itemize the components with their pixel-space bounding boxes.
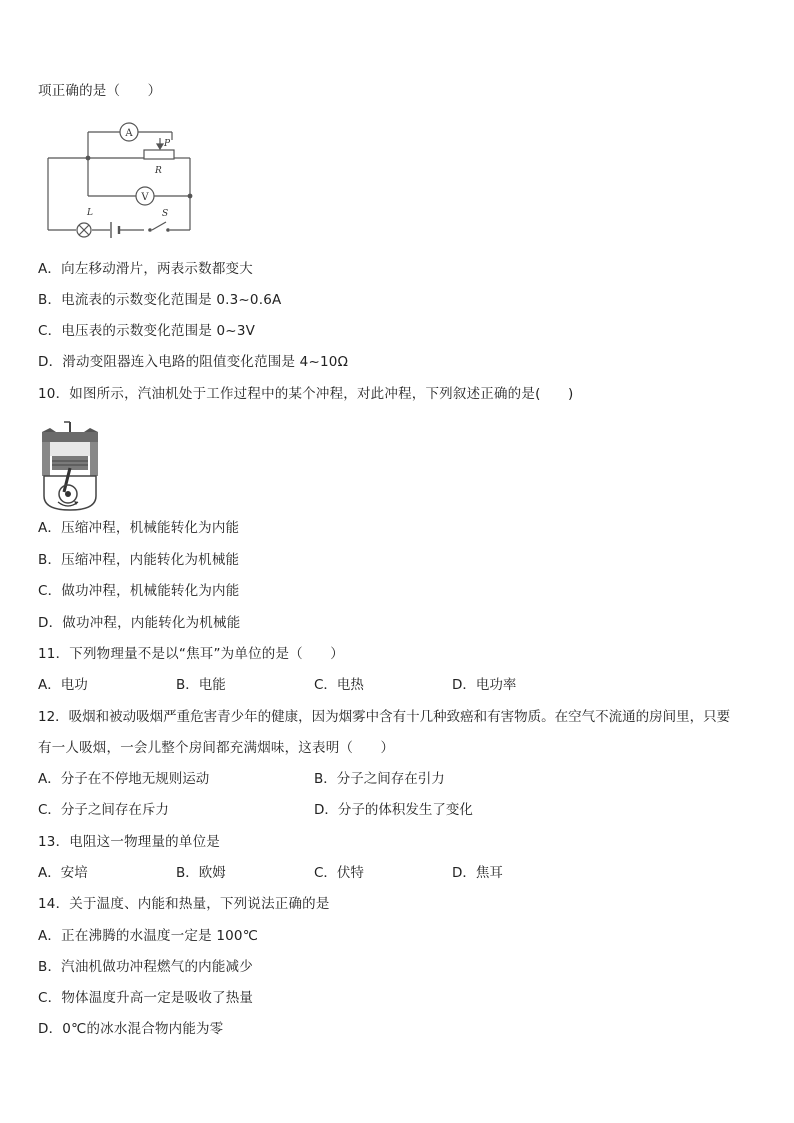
switch-label: S: [162, 209, 169, 219]
q9-option-b: B．电流表的示数变化范围是 0.3~0.6A: [38, 292, 282, 308]
q10-option-a: A．压缩冲程，机械能转化为内能: [38, 520, 240, 536]
q9-option-a: A．向左移动滑片，两表示数都变大: [38, 261, 253, 277]
slider-label: P: [164, 139, 171, 149]
q9-option-c: C．电压表的示数变化范围是 0~3V: [38, 323, 256, 339]
engine-diagram: [38, 420, 102, 512]
q12-option-b: B．分子之间存在引力: [314, 771, 445, 787]
q13-option-c: C．伏特: [314, 865, 364, 881]
q14-option-c: C．物体温度升高一定是吸收了热量: [38, 990, 254, 1006]
q12-stem-line1: 12．吸烟和被动吸烟严重危害青少年的健康，因为烟雾中含有十几种致癌和有害物质。在空气不流通的房间里，只要: [38, 709, 731, 725]
ammeter-label: A: [125, 128, 133, 139]
q11-option-b: B．电能: [176, 677, 226, 693]
q12-stem-line2: 有一人吸烟，一会儿整个房间都充满烟味，这表明（ ）: [38, 740, 395, 756]
q13-option-a: A．安培: [38, 865, 88, 881]
q12-option-c: C．分子之间存在斥力: [38, 802, 169, 818]
q14-option-a: A．正在沸腾的水温度一定是 100℃: [38, 928, 259, 944]
q10-option-b: B．压缩冲程，内能转化为机械能: [38, 552, 240, 568]
q12-option-d: D．分子的体积发生了变化: [314, 802, 473, 818]
rheostat-label: R: [155, 166, 162, 176]
q11-option-a: A．电功: [38, 677, 88, 693]
circuit-diagram: [40, 118, 200, 242]
q9-option-d: D．滑动变阻器连入电路的阻值变化范围是 4~10Ω: [38, 354, 349, 370]
q11-option-d: D．电功率: [452, 677, 517, 693]
q9-stem-tail: 项正确的是（ ）: [38, 83, 162, 99]
q12-option-a: A．分子在不停地无规则运动: [38, 771, 210, 787]
q14-option-b: B．汽油机做功冲程燃气的内能减少: [38, 959, 253, 975]
q11-stem: 11．下列物理量不是以“焦耳”为单位的是（ ）: [38, 646, 344, 662]
q13-option-d: D．焦耳: [452, 865, 503, 881]
q13-option-b: B．欧姆: [176, 865, 226, 881]
voltmeter-label: V: [141, 192, 149, 203]
q14-option-d: D．0℃的冰水混合物内能为零: [38, 1021, 224, 1037]
q10-stem: 10．如图所示，汽油机处于工作过程中的某个冲程，对此冲程，下列叙述正确的是( ): [38, 386, 574, 402]
q14-stem: 14．关于温度、内能和热量，下列说法正确的是: [38, 896, 330, 912]
q10-option-c: C．做功冲程，机械能转化为内能: [38, 583, 240, 599]
q11-option-c: C．电热: [314, 677, 364, 693]
q10-option-d: D．做功冲程，内能转化为机械能: [38, 615, 241, 631]
q13-stem: 13．电阻这一物理量的单位是: [38, 834, 220, 850]
lamp-label: L: [87, 208, 93, 218]
